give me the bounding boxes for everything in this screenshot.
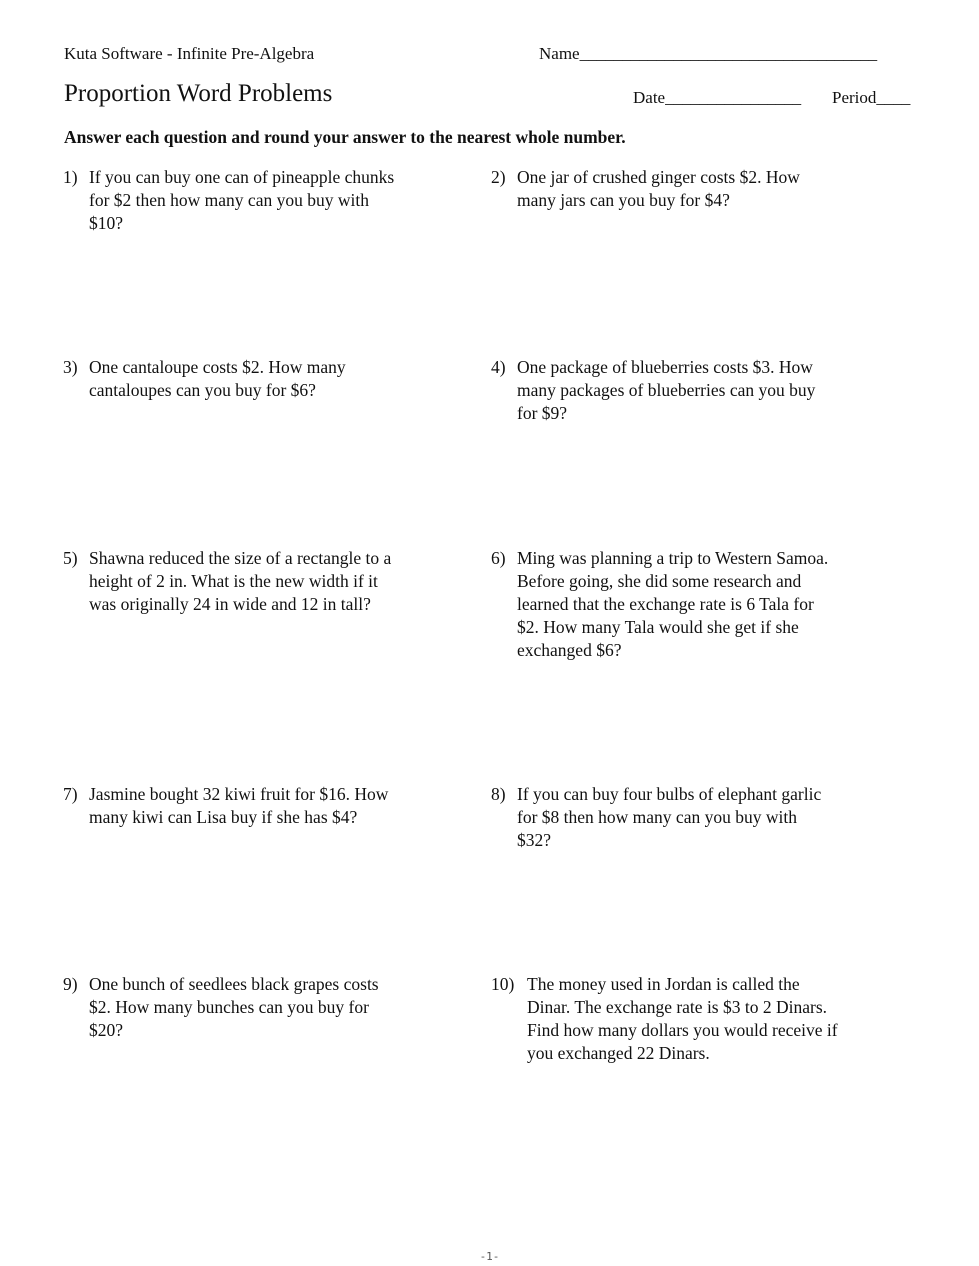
problem-text: One package of blueberries costs $3. How many packages of blueberries can you buy for $9? — [517, 357, 816, 423]
problem-text: Jasmine bought 32 kiwi fruit for $16. How many kiwi can Lisa buy if she has $4? — [89, 784, 389, 827]
problem-number: 8) — [491, 784, 506, 804]
period-field[interactable]: Period____ — [832, 88, 911, 107]
date-field[interactable]: Date________________ — [633, 88, 802, 107]
problem-number: 5) — [63, 548, 78, 568]
problem-number: 9) — [63, 974, 78, 994]
problem-text: If you can buy one can of pineapple chunks for $2 then how many can you buy with $10? — [89, 167, 395, 233]
name-field[interactable]: Name___________________________________ — [539, 44, 878, 63]
problem-text: One bunch of seedlees black grapes costs $2. How many bunches can you buy for $20? — [89, 974, 379, 1040]
problem-text: If you can buy four bulbs of elephant garlic for $8 then how many can you buy with $32? — [517, 784, 822, 850]
problem-number: 7) — [63, 784, 78, 804]
problem-text: One jar of crushed ginger costs $2. How many jars can you buy for $4? — [517, 167, 800, 210]
problem-number: 6) — [491, 548, 506, 568]
problem-text: One cantaloupe costs $2. How many cantaloupes can you buy for $6? — [89, 357, 346, 400]
publisher-label: Kuta Software - Infinite Pre-Algebra — [64, 44, 315, 63]
problem-text: Ming was planning a trip to Western Samoa. Before going, she did some research and learned that the exchange rate is 6 Tala for $2. How many Tala would she get if she exchanged $6? — [517, 548, 829, 660]
problem-number: 1) — [63, 167, 78, 187]
problem-number: 4) — [491, 357, 506, 377]
problem-text: The money used in Jordan is called the Dinar. The exchange rate is $3 to 2 Dinars. Find how many dollars you would receive if you exchanged 22 Dinars. — [527, 974, 838, 1063]
page-number: -1- — [479, 1250, 500, 1263]
instructions: Answer each question and round your answer to the nearest whole number. — [64, 127, 626, 147]
problem-number: 2) — [491, 167, 506, 187]
problem-number: 3) — [63, 357, 78, 377]
problem-number: 10) — [491, 974, 515, 994]
problem-text: Shawna reduced the size of a rectangle to a height of 2 in. What is the new width if it was originally 24 in wide and 12 in tall? — [89, 548, 392, 614]
worksheet-title: Proportion Word Problems — [64, 80, 333, 107]
